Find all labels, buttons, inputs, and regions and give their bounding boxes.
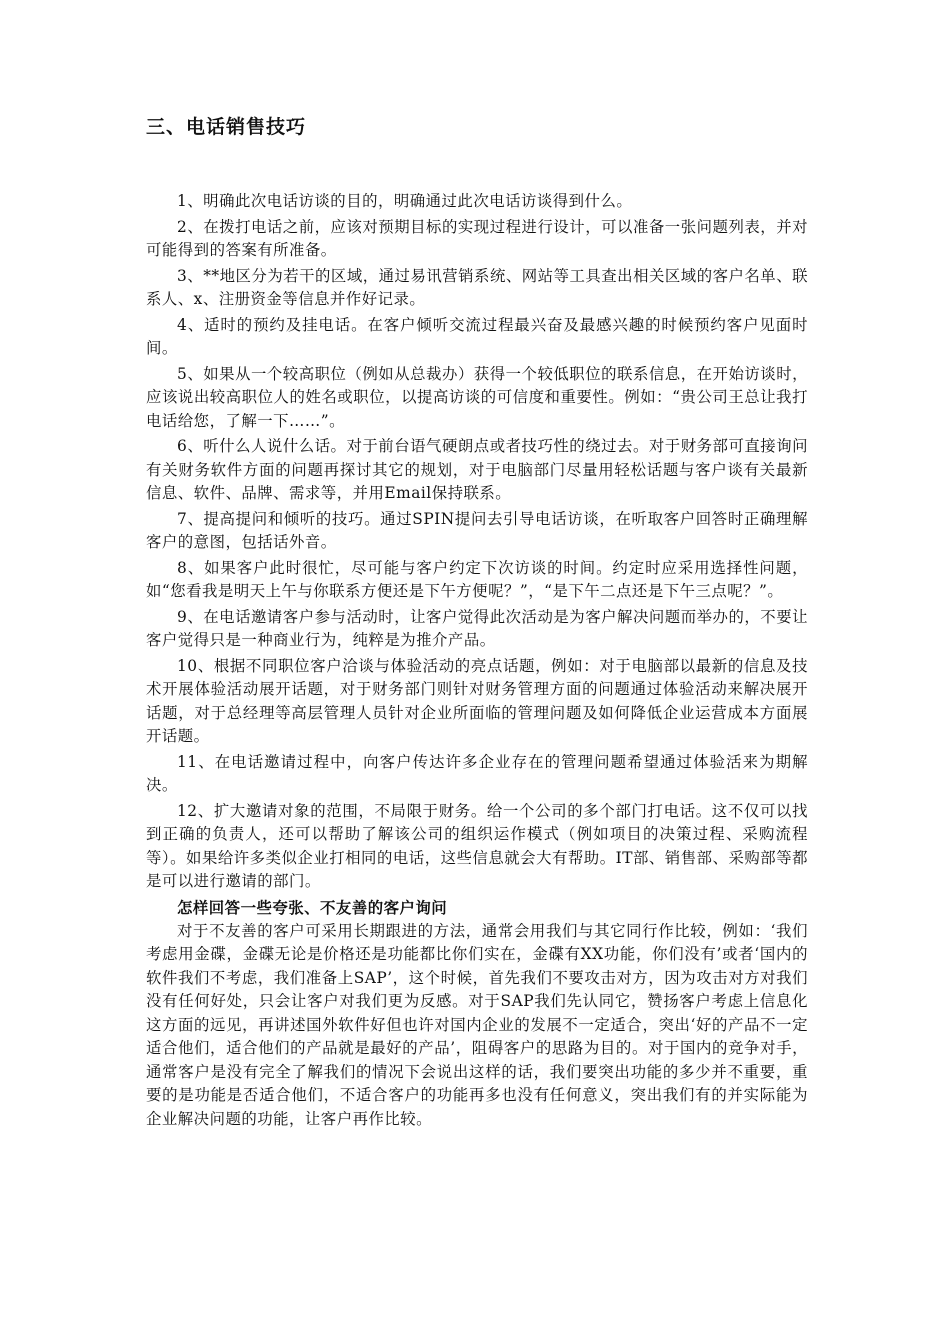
paragraph-5: 5、如果从一个较高职位（例如从总裁办）获得一个较低职位的联系信息，在开始访谈时，应该说出较高职位人的姓名或职位，以提高访谈的可信度和重要性。例如：“贵公司王总让我打电话给您，了解一下……”。: [146, 364, 808, 430]
subsection-title: 怎样回答一些夸张、不友善的客户询问: [177, 898, 448, 917]
closing-paragraph: 对于不友善的客户可采用长期跟进的方法，通常会用我们与其它同行作比较，例如：‘我们考虑用金碟，金碟无论是价格还是功能都比你们实在，金碟有XX功能，你们没有’或者‘国内的软件我们不考虑，我们准备上SAP’，这个时候，首先我们不要攻击对方，因为攻击对方对我们没有任何好处，只会让客户对我们更为反感。对于SAP我们先认同它，赞扬客户考虑上信息化这方面的远见，再讲述国外软件好但也许对国内企业的发展不一定适合，突出‘好的产品不一定适合他们，适合他们的产品就是最好的产品’，阻碍客户的思路为目的。对于国内的竞争对手，通常客户是没有完全了解我们的情况下会说出这样的话，我们要突出功能的多少并不重要，重要的是功能是否适合他们，不适合客户的功能再多也没有任何意义，突出我们有的并实际能为企业解决问题的功能，让客户再作比较。: [146, 921, 808, 1128]
paragraph-2: 2、在拨打电话之前，应该对预期目标的实现过程进行设计，可以准备一张问题列表，并对可能得到的答案有所准备。: [146, 217, 808, 259]
paragraph-3: 3、**地区分为若干的区域，通过易讯营销系统、网站等工具查出相关区域的客户名单、联系人、x、注册资金等信息并作好记录。: [146, 266, 808, 308]
document-page: [146, 112, 808, 1133]
paragraph-4: 4、适时的预约及挂电话。在客户倾听交流过程最兴奋及最感兴趣的时候预约客户见面时间。: [146, 315, 808, 357]
paragraph-6: 6、听什么人说什么话。对于前台语气硬朗点或者技巧性的绕过去。对于财务部可直接询问有关财务软件方面的问题再探讨其它的规划，对于电脑部门尽量用轻松话题与客户谈有关最新信息、软件、品牌、需求等，并用Email保持联系。: [146, 437, 808, 502]
paragraph-1: 1、明确此次电话访谈的目的，明确通过此次电话访谈得到什么。: [177, 192, 633, 210]
paragraph-9: 9、在电话邀请客户参与活动时，让客户觉得此次活动是为客户解决问题而举办的，不要让客户觉得只是一种商业行为，纯粹是为推介产品。: [146, 607, 808, 649]
paragraph-8: 8、如果客户此时很忙，尽可能与客户约定下次访谈的时间。约定时应采用选择性问题，如“您看我是明天上午与你联系方便还是下午方便呢？”，“是下午二点还是下午三点呢？”。: [146, 558, 808, 600]
paragraph-11: 11、在电话邀请过程中，向客户传达许多企业存在的管理问题希望通过体验活来为期解决。: [146, 752, 808, 794]
paragraph-12: 12、扩大邀请对象的范围，不局限于财务。给一个公司的多个部门打电话。这不仅可以找到正确的负责人，还可以帮助了解该公司的组织运作模式（例如项目的决策过程、采购流程等）。如果给许多类似企业打相同的电话，这些信息就会大有帮助。IT部、销售部、采购部等都是可以进行邀请的部门。: [146, 801, 808, 890]
paragraph-10: 10、根据不同职位客户洽谈与体验活动的亮点话题，例如：对于电脑部以最新的信息及技术开展体验活动展开话题，对于财务部门则针对财务管理方面的问题通过体验活动来解决展开话题，对于总经理等高层管理人员针对企业所面临的管理问题及如何降低企业运营成本方面展开话题。: [146, 656, 808, 745]
paragraph-7: 7、提高提问和倾听的技巧。通过SPIN提问去引导电话访谈，在听取客户回答时正确理解客户的意图，包括话外音。: [146, 509, 808, 551]
section-title: 三、电话销售技巧: [146, 116, 307, 138]
